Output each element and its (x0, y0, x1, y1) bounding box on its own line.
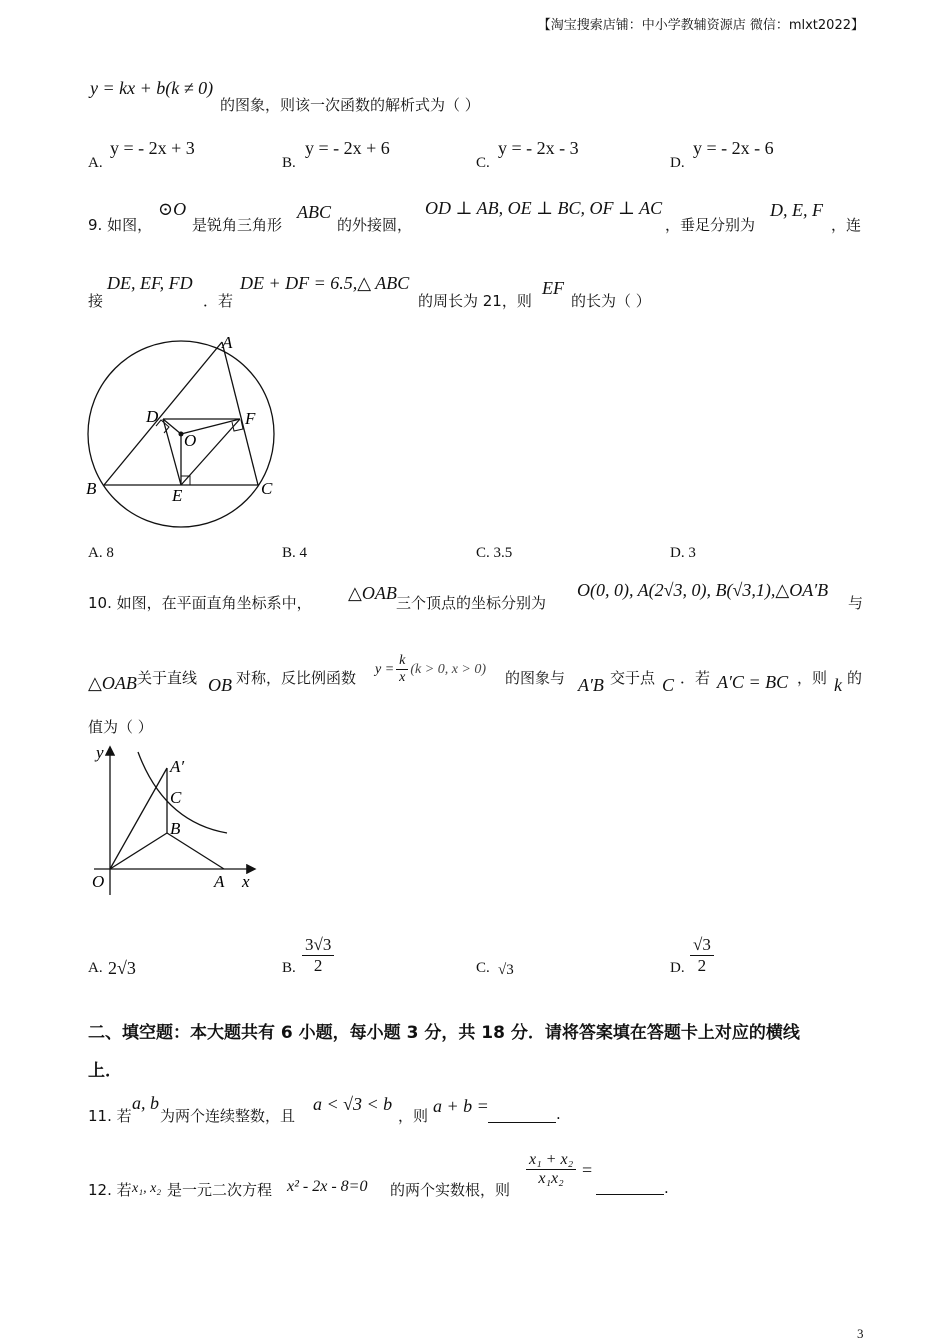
q11-end: . (556, 1105, 561, 1123)
q10-text-3: 关于直线 (137, 669, 198, 687)
q11-ab: a, b (132, 1093, 159, 1113)
q10-triangle: △OAB (348, 583, 397, 603)
q9-number: 9. 如图， (88, 216, 153, 234)
q12-text-1: 是一元二次方程 (167, 1181, 273, 1199)
q12-equals: = (582, 1160, 593, 1180)
q8-option-a-value: y = - 2x + 3 (110, 138, 195, 158)
q10-func-k: k (396, 653, 408, 670)
q10-option-d-den: 2 (697, 956, 707, 975)
q10-option-b-num: 3√3 (302, 935, 334, 956)
q10-option-d-fraction (690, 935, 714, 976)
q12-text-2: 的两个实数根，则 (390, 1181, 511, 1199)
q9-def: D, E, F (770, 200, 823, 220)
q9-text-6: ．若 (203, 292, 234, 310)
q10-option-c-value: √3 (498, 962, 514, 978)
label-b: B (170, 819, 181, 838)
page-number: 3 (857, 1326, 864, 1341)
label-a: A (214, 872, 225, 891)
label-d: D (146, 407, 159, 426)
q9-option-a: A. 8 (88, 545, 114, 561)
q9-text-8: 的长为（ ） (571, 292, 651, 310)
q10-func-cond: (k > 0, x > 0) (410, 661, 487, 677)
label-c: C (261, 479, 273, 498)
label-b: B (86, 479, 97, 498)
q10-text-10: 值为（ ） (88, 718, 153, 736)
q10-option-b-fraction (302, 935, 334, 976)
q12-end: . (664, 1179, 669, 1197)
segment-ba (167, 833, 224, 869)
q9-option-b: B. 4 (282, 545, 308, 561)
q12-frac-den: x₁x₂ (538, 1170, 564, 1187)
q10-text-2: 与 (848, 594, 864, 612)
q8-option-c-value: y = - 2x - 3 (498, 138, 579, 158)
q11-number: 11. 若 (88, 1107, 132, 1125)
q9-figure (82, 330, 282, 535)
q9-ef: EF (542, 278, 564, 298)
q10-figure (84, 740, 264, 900)
q9-option-d: D. 3 (670, 545, 696, 561)
q10-function (375, 653, 486, 686)
q8-option-b-value: y = - 2x + 6 (305, 138, 390, 158)
q9-text-2: 的外接圆， (337, 216, 413, 234)
q10-k: k (834, 675, 842, 695)
q8-formula: y = kx + b(k ≠ 0) (90, 78, 214, 98)
q10-text-6: 交于点 (610, 669, 656, 687)
label-a: A (222, 333, 233, 352)
segment-ob (110, 833, 167, 869)
q10-option-d-num: √3 (690, 935, 714, 956)
q9-perp: OD ⊥ AB, OE ⊥ BC, OF ⊥ AC (425, 198, 663, 218)
q8-option-b-label: B. (282, 155, 296, 171)
q10-condition: A′C = BC (717, 672, 789, 692)
q12-roots: x₁, x₂ (132, 1181, 162, 1196)
q10-func-x: x (399, 670, 406, 685)
q9-condition: DE + DF = 6.5,△ ABC (240, 273, 410, 293)
q10-text-5: 的图象与 (505, 669, 566, 687)
q10-func-y: y = (375, 661, 395, 677)
label-e: E (172, 486, 183, 505)
q12-answer-blank[interactable] (596, 1180, 664, 1199)
q8-text: 的图象，则该一次函数的解析式为（ ） (220, 96, 480, 114)
q11-expression: a + b = (433, 1096, 489, 1116)
q11-inequality: a < √3 < b (313, 1094, 393, 1114)
q10-option-b-label: B. (282, 960, 296, 976)
segment-ef (181, 419, 240, 485)
q8-option-c-label: C. (476, 155, 490, 171)
label-o: O (184, 431, 197, 450)
q8-option-d-label: D. (670, 155, 685, 171)
segment-oap (110, 768, 167, 869)
q8-option-a-label: A. (88, 155, 103, 171)
q9-text-1: 是锐角三角形 (192, 216, 283, 234)
q9-text-3: ，垂足分别为 (665, 216, 756, 234)
q8-option-d-value: y = - 2x - 6 (693, 138, 774, 158)
q9-option-c: C. 3.5 (476, 545, 513, 561)
q9-segments: DE, EF, FD (107, 273, 193, 293)
section-2-title-cont: 上． (88, 1061, 122, 1081)
q10-apb: A′B (578, 675, 604, 695)
q10-text-7: ．若 (680, 669, 711, 687)
q9-circle-o: ⊙O (158, 199, 187, 219)
q10-text-9: 的 (847, 669, 863, 687)
q10-option-c-label: C. (476, 960, 490, 976)
q10-number: 10. 如图，在平面直角坐标系中， (88, 594, 312, 612)
center-point (179, 432, 184, 437)
header-banner: 【淘宝搜索店铺：中小学教辅资源店 微信：mlxt2022】 (537, 18, 864, 33)
q9-text-5: 接 (88, 292, 104, 310)
q10-text-8: ，则 (797, 669, 828, 687)
q10-option-d-label: D. (670, 960, 685, 976)
label-c: C (170, 788, 182, 807)
label-y: y (96, 743, 104, 762)
segment-de (163, 419, 181, 485)
q11-text-1: 为两个连续整数，且 (160, 1107, 296, 1125)
label-f: F (245, 409, 256, 428)
side-ab (104, 342, 222, 485)
q10-ob: OB (208, 675, 232, 695)
q10-func-fraction (396, 653, 408, 686)
q10-option-b-den: 2 (313, 956, 323, 975)
q12-frac-num: x₁ + x₂ (526, 1151, 576, 1170)
section-2-title: 二、填空题：本大题共有 6 小题，每小题 3 分，共 18 分．请将答案填在答题卡上对应的横线 (88, 1023, 800, 1043)
q11-answer-blank[interactable] (488, 1108, 556, 1127)
q10-option-a-value: 2√3 (108, 958, 136, 978)
q10-triangle-2: △OAB (88, 673, 137, 693)
q9-text-4: ，连 (831, 216, 862, 234)
q12-equation: x² - 2x - 8=0 (287, 1178, 368, 1195)
q12-number: 12. 若 (88, 1181, 132, 1199)
q9-text-7: 的周长为 21，则 (418, 292, 532, 310)
q12-fraction (526, 1151, 576, 1188)
q9-abc: ABC (297, 202, 331, 222)
q10-c: C (662, 675, 675, 695)
q11-text-2: ，则 (398, 1107, 429, 1125)
q10-text-4: 对称，反比例函数 (236, 669, 357, 687)
q10-text-1: 三个顶点的坐标分别为 (396, 594, 547, 612)
q10-coords: O(0, 0), A(2√3, 0), B(√3,1),△OA′B (577, 580, 829, 600)
label-x: x (242, 872, 250, 891)
label-a-prime: A′ (170, 757, 185, 776)
label-o: O (92, 872, 105, 891)
q10-option-a-label: A. (88, 960, 103, 976)
